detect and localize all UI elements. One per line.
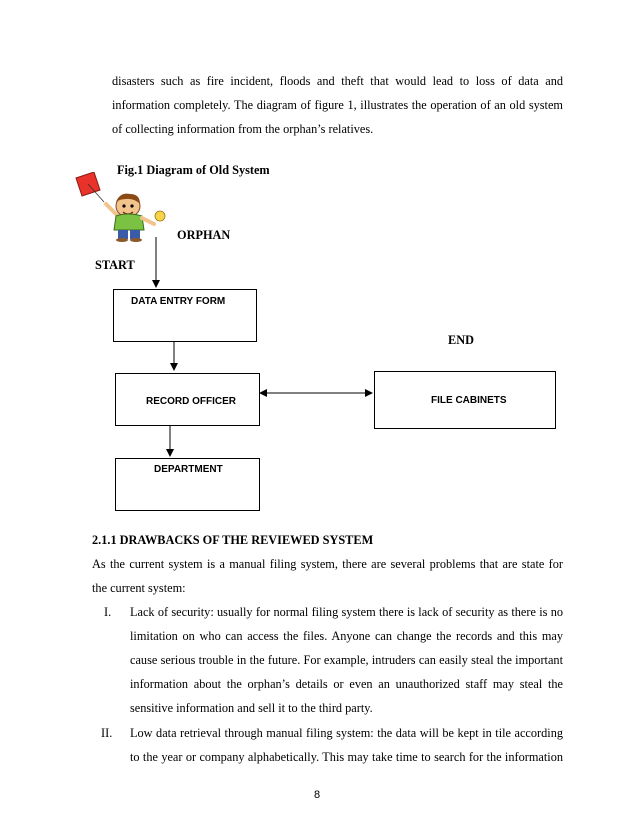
end-label: END (448, 333, 474, 347)
department-label: DEPARTMENT (154, 464, 223, 475)
list-item-line: sensitive information and sell it to the third party. (130, 701, 373, 715)
list-item-line: limitation on who can access the files. Anyone can change the records and this may (130, 629, 563, 643)
list-item-number: I. (104, 605, 112, 619)
orphan-label: ORPHAN (177, 228, 231, 242)
list-item-line: Low data retrieval through manual filing system: the data will be kept in tile according (130, 726, 563, 740)
section-heading: 2.1.1 DRAWBACKS OF THE REVIEWED SYSTEM (92, 533, 374, 547)
intro-line-1: disasters such as fire incident, floods and theft that would lead to loss of data and (112, 74, 563, 88)
data-entry-form-label: DATA ENTRY FORM (131, 296, 226, 307)
figure-caption: Fig.1 Diagram of Old System (117, 163, 270, 177)
record-officer-label: RECORD OFFICER (146, 396, 236, 407)
list-item-line: information about the orphan’s details or even an unauthorized staff may steal the (130, 677, 563, 691)
page-number: 8 (314, 789, 321, 801)
data-entry-form-box (113, 289, 257, 342)
file-cabinets-box (374, 371, 556, 429)
list-item-number: II. (101, 726, 113, 740)
section-para-line-1: As the current system is a manual filing system, there are several problems that are state for (92, 557, 563, 571)
department-box (115, 458, 260, 511)
list-item-line: to the year or company alphabetically. This may take time to search for the information (130, 750, 563, 764)
list-item-line: cause serious trouble in the future. For example, intruders can easily steal the important (130, 653, 563, 667)
file-cabinets-label: FILE CABINETS (431, 395, 507, 406)
record-officer-box (115, 373, 260, 426)
section-para-line-2: the current system: (92, 581, 186, 595)
start-label: START (95, 258, 135, 272)
intro-line-3: of collecting information from the orphan’s relatives. (112, 122, 374, 136)
list-item-line: Lack of security: usually for normal filing system there is lack of security as there is no (130, 605, 563, 619)
intro-line-2: information completely. The diagram of figure 1, illustrates the operation of an old system (112, 98, 563, 112)
